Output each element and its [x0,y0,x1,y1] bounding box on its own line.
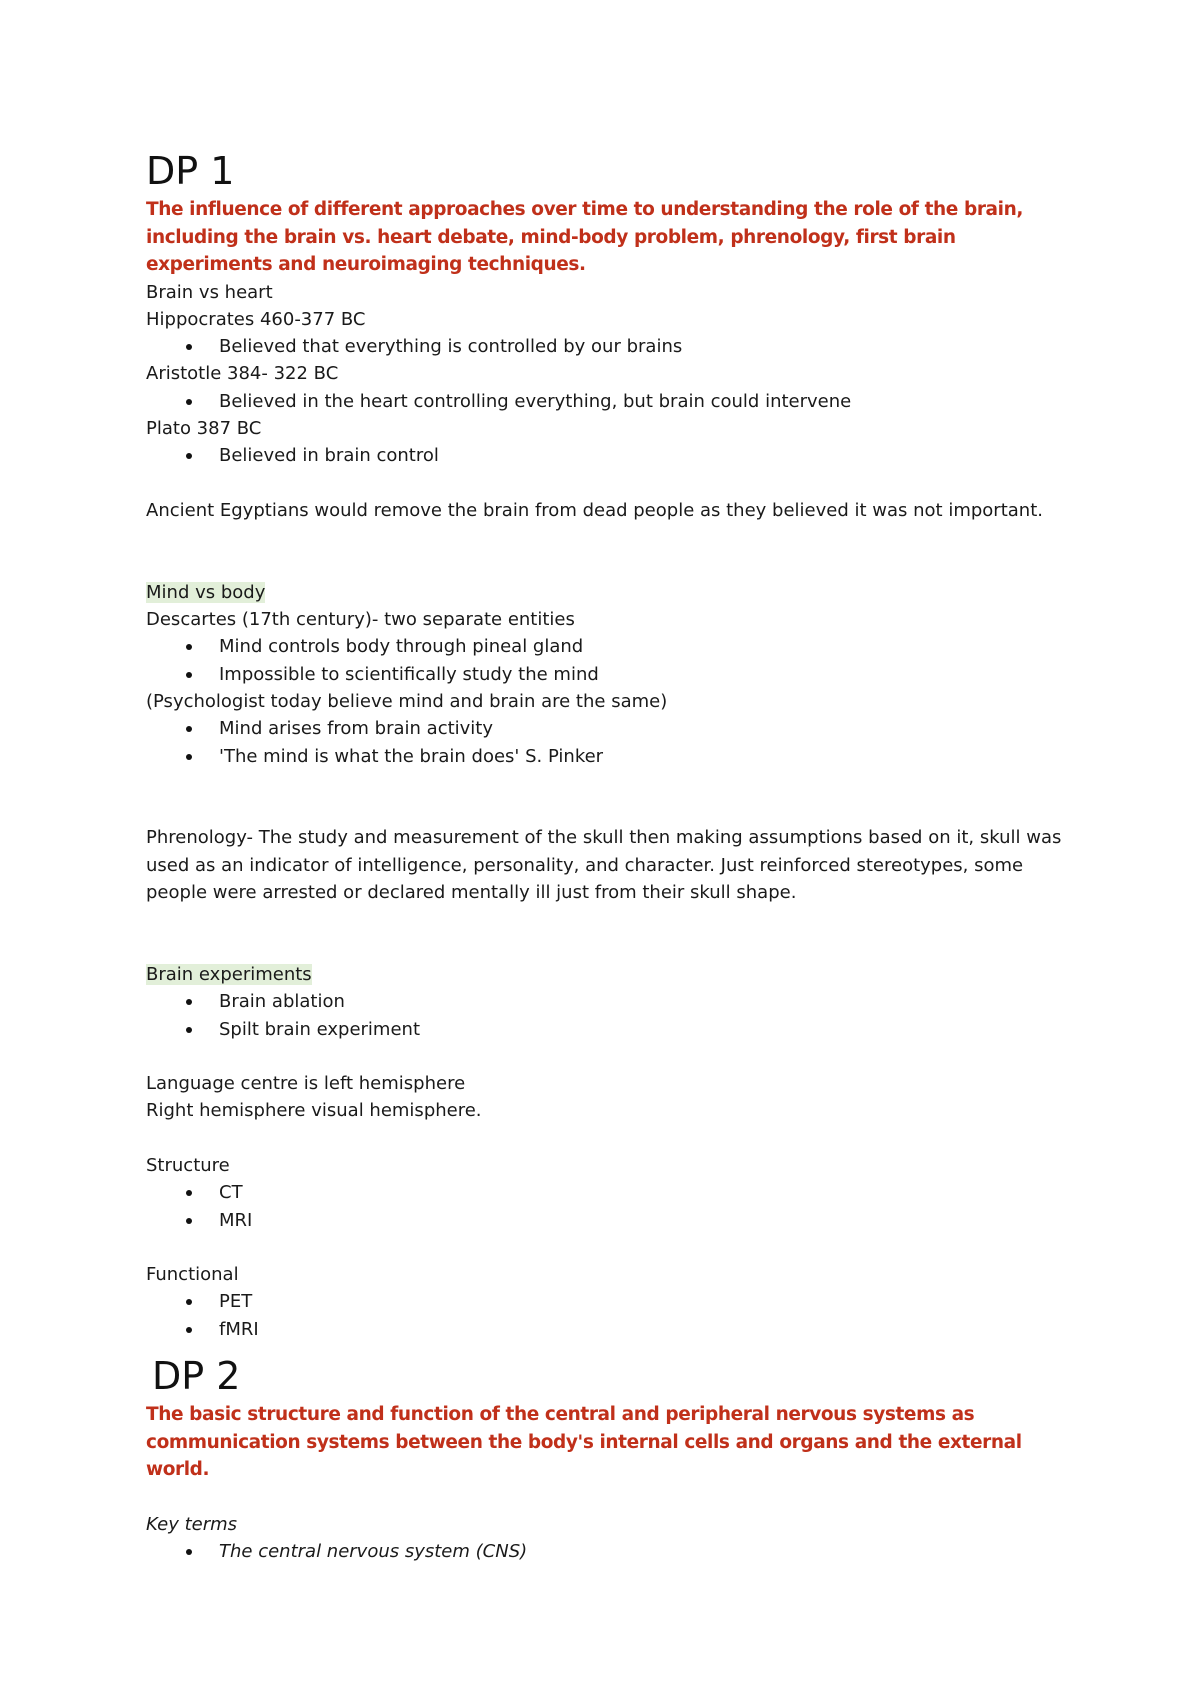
list-item [146,715,1076,742]
bullet-icon [186,1218,192,1224]
bullet-icon [186,672,192,678]
list-item [146,1207,1076,1234]
list-item [146,442,1076,469]
functional-points [146,1288,1076,1343]
spacer [146,1484,1076,1511]
list-item-text: Believed in brain control [219,445,439,467]
spacer [146,1234,1076,1261]
hemisphere-line: Right hemisphere visual hemisphere. [146,1100,482,1122]
list-item-text: PET [219,1291,253,1313]
bullet-icon [186,726,192,732]
hemisphere-line: Language centre is left hemisphere [146,1073,466,1095]
list-item [146,633,1076,660]
descartes-line: Descartes (17th century)- two separate entities [146,609,575,631]
list-item [146,988,1076,1015]
brain-vs-heart-title: Brain vs heart [146,281,273,303]
dp2-objective: The basic structure and function of the central and peripheral nervous systems as communication systems between the body's internal cells and organs and the external world. [146,1404,1022,1481]
spacer [146,1125,1076,1152]
key-terms-title: Key terms [146,1513,238,1535]
list-item [146,333,1076,360]
spacer [146,770,1076,797]
list-item [146,743,1076,770]
bullet-icon [186,1299,192,1305]
hippocrates-points [146,333,1076,360]
psychologist-today-line: (Psychologist today believe mind and brain are the same) [146,690,668,712]
document-content [146,146,1076,1565]
dp1-heading: DP 1 [146,149,235,193]
spacer [146,524,1076,551]
descartes-points [146,633,1076,688]
list-item-text: Believed in the heart controlling everything, but brain could intervene [219,390,852,412]
egyptians-note: Ancient Egyptians would remove the brain from dead people as they believed it was not important. [146,499,1043,521]
dp1-objective: The influence of different approaches over time to understanding the role of the brain, including the brain vs. heart debate, mind-body problem, phrenology, first brain experiments and neuroimaging techniques. [146,199,1023,275]
bullet-icon [186,999,192,1005]
bullet-icon [186,754,192,760]
plato-points [146,442,1076,469]
bullet-icon [186,453,192,459]
spacer [146,551,1076,578]
person-hippocrates: Hippocrates 460-377 BC [146,308,366,330]
list-item [146,1179,1076,1206]
list-item-text: CT [219,1182,243,1204]
spacer [146,1043,1076,1070]
spacer [146,470,1076,497]
key-terms-points [146,1538,1076,1565]
list-item-text: Mind arises from brain activity [219,718,494,740]
phrenology-paragraph: Phrenology- The study and measurement of the skull then making assumptions based on it, skull was used as an indicator of intelligence, personality, and character. Just reinforced stereotypes, some people were arrested or declared mentally ill just from their skull shape. [146,827,1062,904]
list-item [146,661,1076,688]
bullet-icon [186,644,192,650]
list-item [146,1316,1076,1343]
person-aristotle: Aristotle 384- 322 BC [146,363,339,385]
mind-vs-body-title [146,579,1076,606]
list-item-text: fMRI [219,1318,259,1340]
bullet-icon [186,344,192,350]
list-item-text: 'The mind is what the brain does' S. Pinker [219,745,604,767]
person-plato: Plato 387 BC [146,417,262,439]
list-item [146,1016,1076,1043]
list-item-text: Believed that everything is controlled by our brains [219,336,683,358]
list-item [146,1288,1076,1315]
spacer [146,906,1076,933]
structure-points [146,1179,1076,1234]
functional-title: Functional [146,1264,239,1286]
list-item-text: Mind controls body through pineal gland [219,636,584,658]
dp2-heading: DP 2 [152,1354,241,1399]
structure-title: Structure [146,1155,230,1176]
bullet-icon [186,1327,192,1333]
list-item-text: The central nervous system (CNS) [219,1541,528,1563]
bullet-icon [186,399,192,405]
list-item [146,388,1076,415]
spacer [146,797,1076,824]
brain-experiments-title [146,961,1076,988]
bullet-icon [186,1190,192,1196]
aristotle-points [146,388,1076,415]
brain-experiments-points [146,988,1076,1043]
list-item-text: Brain ablation [219,991,345,1013]
spacer [146,934,1076,961]
bullet-icon [186,1027,192,1033]
list-item-text: MRI [219,1209,253,1231]
bullet-icon [186,1549,192,1555]
list-item [146,1538,1076,1565]
highlighted-heading: Brain experiments [146,963,312,985]
list-item-text: Impossible to scientifically study the mind [219,663,599,685]
today-points [146,715,1076,770]
highlighted-heading: Mind vs body [146,581,266,603]
list-item-text: Spilt brain experiment [219,1018,421,1040]
